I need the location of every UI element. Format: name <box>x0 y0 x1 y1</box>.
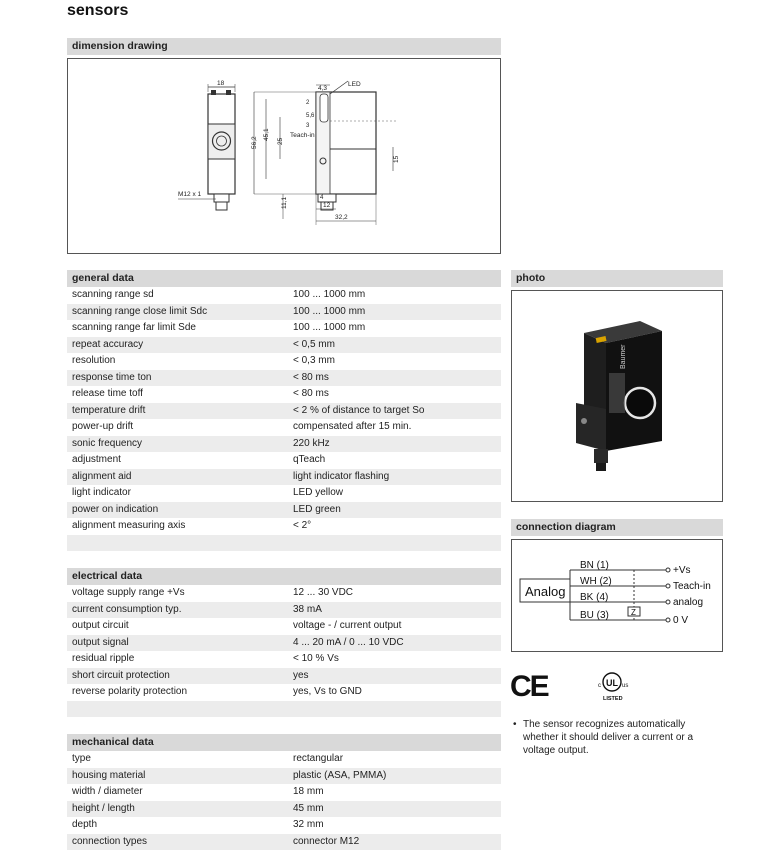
row-value: connector M12 <box>293 835 360 847</box>
table-row <box>67 386 501 403</box>
row-label: residual ripple <box>72 653 135 664</box>
row-value: < 0,5 mm <box>293 338 335 350</box>
row-label: output signal <box>72 636 129 648</box>
table-row <box>67 602 501 619</box>
ce-mark: CE <box>510 670 548 703</box>
ul-us-mark: us <box>622 683 629 689</box>
analog-block-label: Analog <box>525 584 566 599</box>
table-row <box>67 436 501 453</box>
table-row <box>67 684 501 701</box>
row-label: height / length <box>72 802 135 814</box>
table-row <box>67 651 501 668</box>
row-label: temperature drift <box>72 404 146 416</box>
row-label: alignment aid <box>72 470 132 482</box>
table-row <box>67 370 501 387</box>
row-label: light indicator <box>72 487 131 498</box>
row-value: yes <box>293 669 309 681</box>
row-label: scanning range close limit Sdc <box>72 305 208 317</box>
row-label: release time toff <box>72 388 143 399</box>
dim-3: 3 <box>306 123 310 129</box>
row-value: 12 ... 30 VDC <box>293 587 354 598</box>
table-row <box>67 337 501 354</box>
table-row <box>67 485 501 502</box>
table-row <box>67 784 501 801</box>
row-value: LED yellow <box>293 487 344 498</box>
row-value: compensated after 15 min. <box>293 421 412 432</box>
wire-bu: BU (3) <box>580 610 609 621</box>
dim-12: 12 <box>323 202 331 209</box>
general-data-table <box>67 287 501 551</box>
connection-diagram-header: connection diagram <box>511 519 723 536</box>
dim-562: 56,2 <box>251 136 258 149</box>
electrical-data-header: electrical data <box>67 568 501 585</box>
dim-15: 15 <box>393 155 400 163</box>
table-row <box>67 834 501 851</box>
row-label: alignment measuring axis <box>72 520 186 531</box>
table-row <box>67 403 501 420</box>
ul-c-mark: c <box>598 683 601 689</box>
terminal-0v: 0 V <box>673 615 689 626</box>
dim-56: 5,6 <box>306 113 315 119</box>
general-data-header: general data <box>67 270 501 287</box>
terminal-vs: +Vs <box>673 565 691 576</box>
table-row <box>67 518 501 535</box>
table-spacer-row <box>67 535 501 552</box>
row-label: power-up drift <box>72 421 134 432</box>
row-label: width / diameter <box>72 786 143 797</box>
row-label: response time ton <box>72 371 152 383</box>
dim-25: 25 <box>277 137 284 145</box>
row-label: repeat accuracy <box>72 338 144 350</box>
table-row <box>67 304 501 321</box>
table-row <box>67 585 501 602</box>
table-row <box>67 419 501 436</box>
row-label: power on indication <box>72 503 159 515</box>
connection-diagram <box>511 539 723 652</box>
row-label: sonic frequency <box>72 437 143 449</box>
row-label: scanning range far limit Sde <box>72 322 196 333</box>
table-row <box>67 502 501 519</box>
table-row <box>67 452 501 469</box>
dim-teach: Teach-in <box>290 132 315 139</box>
table-row <box>67 353 501 370</box>
dim-led: LED <box>348 81 361 88</box>
row-label: current consumption typ. <box>72 603 182 615</box>
dim-4: 4 <box>320 195 324 201</box>
impedance-label: Z <box>631 608 636 617</box>
table-row <box>67 287 501 304</box>
note-text: The sensor recognizes automatically whether it should deliver a current or a voltage output. <box>523 719 694 756</box>
row-label: resolution <box>72 355 116 366</box>
row-value: LED green <box>293 503 341 515</box>
row-label: type <box>72 753 91 764</box>
row-value: < 2° <box>293 520 312 531</box>
row-value: voltage - / current output <box>293 620 402 631</box>
certification-marks <box>510 668 650 704</box>
dim-451: 45,1 <box>263 128 270 141</box>
ul-mid-mark: UL <box>606 678 618 688</box>
terminal-analog: analog <box>673 597 704 608</box>
row-value: 32 mm <box>293 819 324 830</box>
dim-43: 4,3 <box>318 85 328 92</box>
output-note <box>513 718 713 757</box>
wire-bn: BN (1) <box>580 560 609 571</box>
row-label: housing material <box>72 769 146 781</box>
connection-diagram-svg <box>512 540 722 651</box>
row-value: 18 mm <box>293 786 324 797</box>
row-label: output circuit <box>72 620 129 631</box>
row-value: 220 kHz <box>293 437 330 449</box>
photo-frame <box>511 290 723 502</box>
table-row <box>67 469 501 486</box>
dimension-drawing <box>67 58 501 254</box>
row-value: < 80 ms <box>293 388 329 399</box>
table-row <box>67 635 501 652</box>
terminal-teach: Teach-in <box>673 581 711 592</box>
row-value: 100 ... 1000 mm <box>293 289 366 300</box>
table-row <box>67 320 501 337</box>
row-value: 38 mA <box>293 603 322 615</box>
sensor-photo <box>512 291 722 501</box>
dim-top-width: 18 <box>217 80 225 87</box>
dim-m12: M12 x 1 <box>178 191 202 198</box>
dim-2: 2 <box>306 100 310 106</box>
table-spacer-row <box>67 701 501 718</box>
row-value: 45 mm <box>293 802 324 814</box>
photo-header: photo <box>511 270 723 287</box>
row-value: 100 ... 1000 mm <box>293 322 366 333</box>
row-value: < 10 % Vs <box>293 653 339 664</box>
row-value: light indicator flashing <box>293 470 390 482</box>
dimension-drawing-header: dimension drawing <box>67 38 501 55</box>
mechanical-data-table <box>67 751 501 850</box>
row-value: yes, Vs to GND <box>293 686 362 697</box>
table-row <box>67 668 501 685</box>
row-label: scanning range sd <box>72 289 154 300</box>
ul-listed-mark: LISTED <box>603 696 623 702</box>
row-value: plastic (ASA, PMMA) <box>293 769 387 781</box>
row-value: rectangular <box>293 753 344 764</box>
table-row <box>67 751 501 768</box>
row-value: < 80 ms <box>293 371 329 383</box>
dim-322: 32,2 <box>335 214 348 221</box>
row-label: voltage supply range +Vs <box>72 587 185 598</box>
row-label: depth <box>72 819 98 830</box>
table-row <box>67 817 501 834</box>
row-value: 4 ... 20 mA / 0 ... 10 VDC <box>293 636 404 648</box>
row-value: 100 ... 1000 mm <box>293 305 366 317</box>
photo-brand-label: Baumer <box>620 344 627 369</box>
mechanical-data-header: mechanical data <box>67 734 501 751</box>
row-label: adjustment <box>72 454 121 465</box>
electrical-data-table <box>67 585 501 717</box>
page-title: sensors <box>67 2 129 19</box>
row-label: connection types <box>72 835 148 847</box>
dim-111: 11,1 <box>281 196 288 209</box>
table-row <box>67 768 501 785</box>
row-label: reverse polarity protection <box>72 686 188 697</box>
row-label: short circuit protection <box>72 669 170 681</box>
row-value: qTeach <box>293 454 326 465</box>
wire-bk: BK (4) <box>580 592 609 603</box>
table-row <box>67 618 501 635</box>
table-row <box>67 801 501 818</box>
row-value: < 0,3 mm <box>293 355 335 366</box>
note-bullet: • <box>513 719 517 730</box>
wire-wh: WH (2) <box>580 576 612 587</box>
row-value: < 2 % of distance to target So <box>293 404 425 416</box>
dimension-drawing-svg <box>68 59 500 253</box>
